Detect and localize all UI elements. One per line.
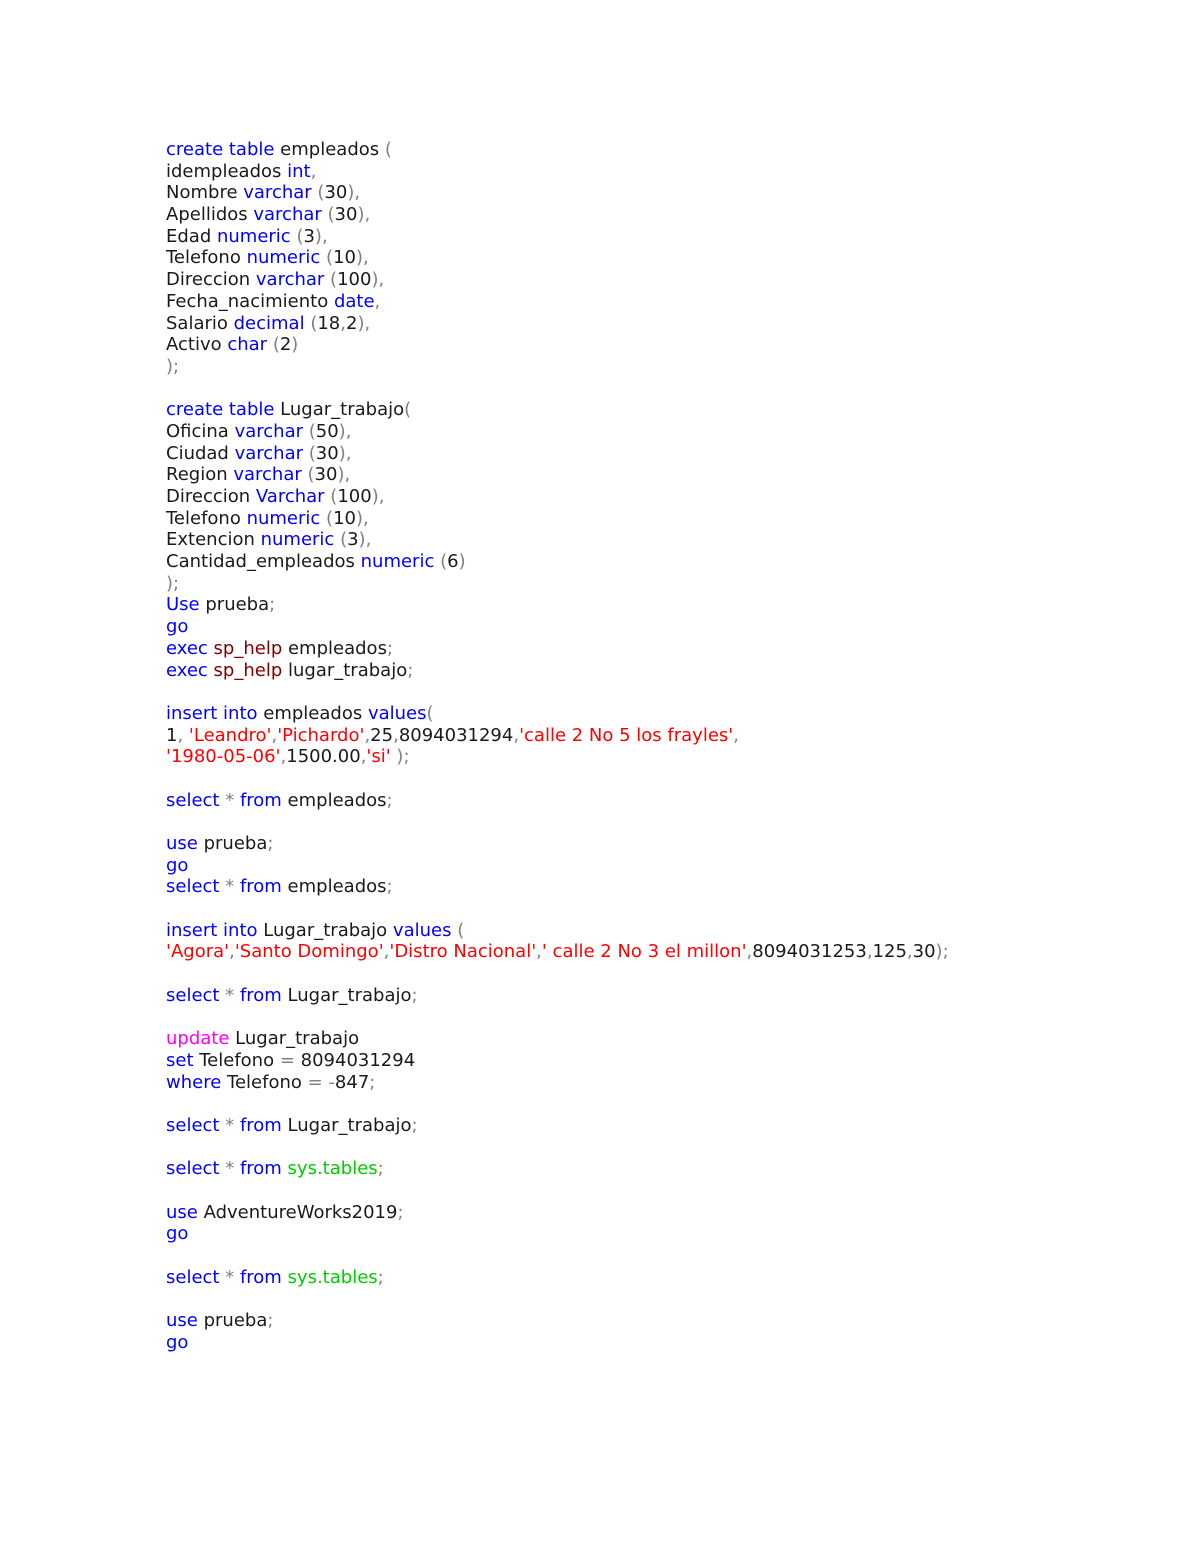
code-token: ( — [434, 551, 448, 573]
blank-line — [166, 378, 1166, 400]
code-line — [166, 161, 1166, 183]
code-token: 100 — [337, 269, 372, 291]
code-token: 'Pichardo' — [277, 724, 365, 746]
code-token: ( — [303, 442, 316, 464]
code-token: 50 — [315, 420, 339, 442]
code-token: date — [333, 290, 375, 312]
code-token: empleados — [282, 637, 387, 659]
sql-script-document — [166, 139, 1166, 1354]
code-line — [166, 508, 1166, 530]
blank-line — [166, 681, 1166, 703]
code-line — [166, 334, 1166, 356]
code-token: , — [310, 160, 317, 182]
code-token: create table — [166, 139, 275, 160]
code-token: where — [166, 1071, 222, 1093]
code-token: 30 — [314, 464, 338, 486]
blank-line — [166, 963, 1166, 985]
code-line — [166, 399, 1166, 421]
code-token: , — [513, 724, 520, 746]
code-token: , — [280, 746, 287, 768]
code-token: ; — [411, 984, 418, 1006]
code-token: , — [383, 941, 390, 963]
blank-line — [166, 811, 1166, 833]
code-token: ; — [267, 1310, 274, 1332]
code-token: ( — [426, 702, 434, 724]
code-token: 2 — [345, 312, 358, 334]
code-token: decimal — [233, 312, 305, 334]
code-token: 1500.00 — [286, 746, 361, 768]
code-token: , — [340, 312, 346, 334]
code-token: ( — [303, 420, 316, 442]
code-token: * — [219, 789, 240, 811]
code-token: sys.tables — [281, 1266, 378, 1288]
blank-line — [166, 1093, 1166, 1115]
code-token: varchar — [255, 269, 325, 291]
code-line — [166, 920, 1166, 942]
code-token: * — [219, 984, 240, 1006]
code-token: 100 — [337, 486, 372, 507]
code-token: 125 — [872, 941, 907, 963]
code-token: 10 — [333, 247, 356, 269]
code-token: * — [219, 1114, 240, 1136]
code-token: * — [219, 1266, 240, 1288]
code-token: empleados — [281, 876, 387, 898]
blank-line — [166, 1180, 1166, 1202]
code-token: from — [239, 789, 282, 811]
code-token: ) — [291, 334, 299, 356]
code-token: 'si' — [366, 746, 391, 768]
code-token: 30 — [912, 941, 936, 963]
code-token: go — [166, 1331, 189, 1353]
code-token: , — [364, 724, 371, 746]
code-token: numeric — [246, 247, 321, 269]
code-token: numeric — [246, 507, 321, 529]
code-line — [166, 1072, 1166, 1094]
code-line — [166, 1028, 1166, 1050]
code-token: ; — [407, 659, 414, 681]
code-token: ; — [267, 833, 274, 854]
code-token: , — [360, 746, 367, 768]
code-token: ), — [338, 420, 352, 442]
blank-line — [166, 1288, 1166, 1310]
code-token: Telefono — [166, 247, 247, 269]
code-token: update — [166, 1028, 230, 1050]
code-token: values — [392, 919, 452, 941]
code-token: prueba — [197, 833, 268, 854]
code-line — [166, 985, 1166, 1007]
code-token: lugar_trabajo — [282, 659, 408, 681]
code-token: use — [166, 1310, 198, 1332]
code-token: ), — [347, 182, 361, 204]
code-token: , — [746, 941, 753, 963]
code-token: ); — [935, 941, 949, 963]
code-token: from — [239, 876, 282, 898]
code-token: AdventureWorks2019 — [197, 1201, 398, 1223]
code-line — [166, 941, 1166, 963]
code-line — [166, 529, 1166, 551]
code-token: from — [239, 1114, 282, 1136]
code-line — [166, 443, 1166, 465]
code-token: Extencion — [166, 529, 261, 551]
code-token: ( — [290, 225, 304, 247]
code-token: , — [866, 941, 873, 963]
code-token: select — [166, 876, 220, 898]
code-token: from — [239, 1158, 282, 1180]
code-token: Salario — [166, 312, 234, 334]
code-token: ( — [321, 204, 335, 226]
code-token: ; — [411, 1114, 418, 1136]
code-token: Activo — [166, 334, 228, 356]
code-token: Telefono — [193, 1049, 280, 1071]
code-token: ) — [458, 551, 466, 573]
code-token: 25 — [370, 724, 394, 746]
code-token: from — [239, 1266, 282, 1288]
code-line — [166, 833, 1166, 855]
code-token: 10 — [333, 507, 356, 529]
code-token: ), — [337, 464, 351, 486]
code-line — [166, 616, 1166, 638]
code-token: Telefono — [166, 507, 247, 529]
code-token: create table — [166, 399, 275, 421]
code-token: Direccion — [166, 269, 256, 291]
code-token: empleados — [281, 789, 387, 811]
code-token: sp_help — [207, 637, 283, 659]
code-token: values — [367, 702, 427, 724]
code-line — [166, 551, 1166, 573]
code-token: ), — [357, 312, 371, 334]
code-token: 'Leandro' — [188, 724, 272, 746]
code-line — [166, 421, 1166, 443]
code-line — [166, 855, 1166, 877]
code-line — [166, 1223, 1166, 1245]
code-token: use — [166, 833, 198, 854]
code-token: Telefono — [221, 1071, 308, 1093]
code-token: ), — [338, 442, 352, 464]
code-line — [166, 703, 1166, 725]
code-token: ( — [301, 464, 315, 486]
code-token: numeric — [360, 551, 435, 573]
code-token: Region — [166, 464, 234, 486]
code-token: ( — [324, 486, 338, 507]
code-token: , — [536, 941, 542, 963]
code-line — [166, 291, 1166, 313]
code-token: ; — [377, 1266, 384, 1288]
code-token: ), — [314, 225, 328, 247]
code-token: ; — [386, 637, 394, 659]
code-token: ; — [369, 1071, 376, 1093]
code-line — [166, 790, 1166, 812]
code-token: Edad — [166, 225, 217, 247]
code-token: insert into — [166, 919, 258, 941]
code-token: 847 — [334, 1071, 370, 1093]
code-token: 6 — [447, 551, 459, 573]
code-token: ); — [166, 572, 180, 594]
code-token: ( — [311, 182, 325, 204]
code-token: * — [219, 876, 240, 898]
code-line — [166, 746, 1166, 768]
code-token: go — [166, 1223, 189, 1245]
code-token: ( — [324, 269, 338, 291]
code-line — [166, 1115, 1166, 1137]
code-token: empleados — [274, 139, 385, 160]
code-line — [166, 573, 1166, 595]
code-token: select — [166, 1114, 220, 1136]
code-line — [166, 204, 1166, 226]
code-line — [166, 1158, 1166, 1180]
code-line — [166, 1050, 1166, 1072]
code-token: Cantidad_empleados — [166, 551, 361, 573]
code-token: char — [227, 334, 268, 356]
code-token: 1 — [166, 724, 178, 746]
code-token: use — [166, 1201, 198, 1223]
code-line — [166, 313, 1166, 335]
code-token: Lugar_trabajo — [229, 1028, 360, 1050]
code-token: Fecha_nacimiento — [166, 290, 334, 312]
code-token: ; — [386, 789, 393, 811]
code-token: select — [166, 1266, 220, 1288]
code-token: set — [166, 1049, 194, 1071]
code-token: sp_help — [207, 659, 283, 681]
code-line — [166, 876, 1166, 898]
code-token: varchar — [234, 442, 304, 464]
code-line — [166, 1332, 1166, 1354]
code-token: Ciudad — [166, 442, 235, 464]
code-token: ), — [357, 204, 371, 226]
code-token: ); — [166, 355, 180, 377]
code-token: ); — [390, 746, 410, 768]
code-token: , — [733, 724, 739, 746]
blank-line — [166, 1007, 1166, 1029]
code-line — [166, 1267, 1166, 1289]
code-line — [166, 226, 1166, 248]
code-token: , — [906, 941, 913, 963]
code-line — [166, 139, 1166, 161]
code-token: 30 — [315, 442, 339, 464]
code-token: ), — [371, 486, 385, 507]
code-token: Lugar_trabajo — [274, 399, 405, 421]
code-token: exec — [166, 659, 208, 681]
code-token: , — [271, 724, 278, 746]
code-token: prueba — [197, 1310, 268, 1332]
code-token: , — [393, 724, 399, 746]
code-token: ), — [355, 507, 369, 529]
code-token: 18 — [317, 312, 341, 334]
code-token: ( — [320, 507, 334, 529]
code-line — [166, 182, 1166, 204]
code-token: numeric — [216, 225, 291, 247]
code-token: 8094031294 — [294, 1049, 416, 1071]
code-token: 30 — [334, 204, 358, 226]
code-token: ( — [304, 312, 318, 334]
code-token: 'Distro Nacional' — [389, 941, 537, 963]
code-token: numeric — [260, 529, 335, 551]
code-token: varchar — [233, 464, 302, 486]
code-token: ; — [377, 1158, 384, 1180]
code-token: go — [166, 854, 189, 876]
code-line — [166, 464, 1166, 486]
code-token: Lugar_trabajo — [281, 984, 412, 1006]
blank-line — [166, 1245, 1166, 1267]
code-line — [166, 356, 1166, 378]
code-token: 'Agora' — [166, 941, 230, 963]
code-token: ( — [404, 399, 412, 421]
code-token: prueba — [199, 594, 270, 616]
code-token: = - — [307, 1071, 335, 1093]
code-token: Use — [166, 594, 200, 616]
code-token: '1980-05-06' — [166, 746, 281, 768]
code-token: 8094031253 — [752, 941, 867, 963]
code-token: varchar — [253, 204, 322, 226]
code-line — [166, 725, 1166, 747]
code-token: * — [219, 1158, 240, 1180]
code-token: varchar — [234, 420, 304, 442]
code-token: sys.tables — [281, 1158, 378, 1180]
code-token: go — [166, 616, 189, 638]
blank-line — [166, 768, 1166, 790]
code-token: Direccion — [166, 486, 256, 507]
code-token: select — [166, 789, 220, 811]
code-line — [166, 486, 1166, 508]
code-token: , — [177, 724, 189, 746]
code-line — [166, 638, 1166, 660]
code-line — [166, 1310, 1166, 1332]
code-token: , — [374, 290, 381, 312]
code-token: ; — [386, 876, 393, 898]
code-token: Lugar_trabajo — [281, 1114, 412, 1136]
code-token: idempleados — [166, 160, 288, 182]
code-token: from — [239, 984, 282, 1006]
code-token: ), — [355, 247, 369, 269]
code-token: 8094031294 — [398, 724, 514, 746]
code-token: 2 — [279, 334, 292, 356]
code-token: ( — [334, 529, 348, 551]
code-token: 'Santo Domingo' — [234, 941, 384, 963]
blank-line — [166, 898, 1166, 920]
code-token: 3 — [347, 529, 359, 551]
code-token: Oficina — [166, 420, 235, 442]
code-token: ; — [269, 594, 276, 616]
code-token: Apellidos — [166, 204, 254, 226]
code-token: ), — [371, 269, 385, 291]
code-token: 'calle 2 No 5 los frayles' — [519, 724, 734, 746]
code-line — [166, 660, 1166, 682]
code-token: exec — [166, 637, 208, 659]
code-token: insert into — [166, 702, 258, 724]
code-token: Nombre — [166, 182, 244, 204]
blank-line — [166, 1137, 1166, 1159]
code-token: = — [279, 1049, 295, 1071]
code-token: ( — [384, 139, 392, 160]
code-token: empleados — [257, 702, 368, 724]
code-token: select — [166, 1158, 220, 1180]
code-token: ; — [397, 1201, 404, 1223]
code-line — [166, 247, 1166, 269]
code-token: ( — [451, 919, 465, 941]
code-line — [166, 1202, 1166, 1224]
code-line — [166, 594, 1166, 616]
code-line — [166, 269, 1166, 291]
code-token: Lugar_trabajo — [257, 919, 393, 941]
code-token: 30 — [324, 182, 348, 204]
code-token: 3 — [303, 225, 315, 247]
code-token: ), — [358, 529, 372, 551]
code-token: select — [166, 984, 220, 1006]
code-token: ' calle 2 No 3 el millon' — [541, 941, 747, 963]
code-token: ( — [320, 247, 334, 269]
code-token: Varchar — [255, 486, 325, 507]
code-token: varchar — [243, 182, 312, 204]
code-token: int — [287, 160, 311, 182]
code-token: , — [229, 941, 235, 963]
code-token: ( — [267, 334, 280, 356]
